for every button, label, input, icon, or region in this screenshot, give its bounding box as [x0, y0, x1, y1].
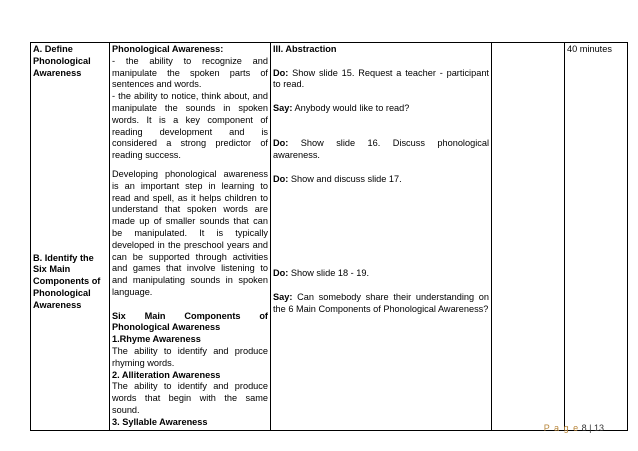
page-label: P a g e — [543, 423, 580, 433]
alliteration-text: The ability to identify and produce words that begin with the same sound. — [112, 381, 268, 415]
empty-cell — [492, 43, 565, 431]
page-footer — [544, 423, 604, 433]
rhyme-text: The ability to identify and produce rhyming words. — [112, 345, 268, 368]
activity-do-3: Do: Show and discuss slide 17. — [273, 173, 402, 184]
time-allotment: 40 minutes — [567, 44, 612, 54]
activities-cell — [271, 43, 492, 431]
activity-do-4: Do: Show slide 18 - 19. — [273, 268, 370, 279]
content-cell — [110, 43, 271, 431]
page-separator: | — [589, 423, 592, 433]
objective-b: B. Identify the Six Main Components of Phonological Awareness — [33, 252, 101, 310]
objective-a: A. Define Phonological Awareness — [33, 44, 91, 78]
page-current: 8 — [581, 423, 587, 433]
activity-do-2: Do: Show slide 16. Discuss phonological awareness. — [273, 138, 489, 161]
lesson-plan-table — [30, 42, 628, 431]
page-total: 13 — [593, 423, 604, 433]
definition-2: - the ability to notice, think about, and manipulate the sounds in spoken words. It is a key component of reading development and is considered a strong predictor of reading success. — [112, 91, 268, 161]
activity-say-2: Say: Can somebody share their understanding on the 6 Main Components of Phonological Awareness? — [273, 291, 489, 314]
table-row — [31, 43, 628, 431]
explanation-paragraph: Developing phonological awareness is an important step in learning to read and spell, as it helps children to understand that spoken words are made up of smaller sounds that can be manipulated. It is typically developed in the preschool years and can be supported through activities and games that involve listening to and manipulating sounds in spoken language. — [112, 168, 268, 297]
definition-1: - the ability to recognize and manipulate the spoken parts of sentences and words. — [112, 55, 268, 90]
activities-heading: III. Abstraction — [273, 44, 337, 54]
six-components-heading: Six Main Components of Phonological Awareness — [112, 310, 268, 333]
syllable-heading: 3. Syllable Awareness — [112, 416, 208, 427]
time-cell — [565, 43, 628, 431]
objectives-cell — [31, 43, 110, 431]
rhyme-heading: 1.Rhyme Awareness — [112, 334, 201, 345]
content-heading: Phonological Awareness: — [112, 44, 224, 54]
alliteration-heading: 2. Alliteration Awareness — [112, 369, 221, 380]
activity-do-1: Do: Show slide 15. Request a teacher - participant to read. — [273, 67, 489, 90]
activity-say-1: Say: Anybody would like to read? — [273, 102, 410, 113]
